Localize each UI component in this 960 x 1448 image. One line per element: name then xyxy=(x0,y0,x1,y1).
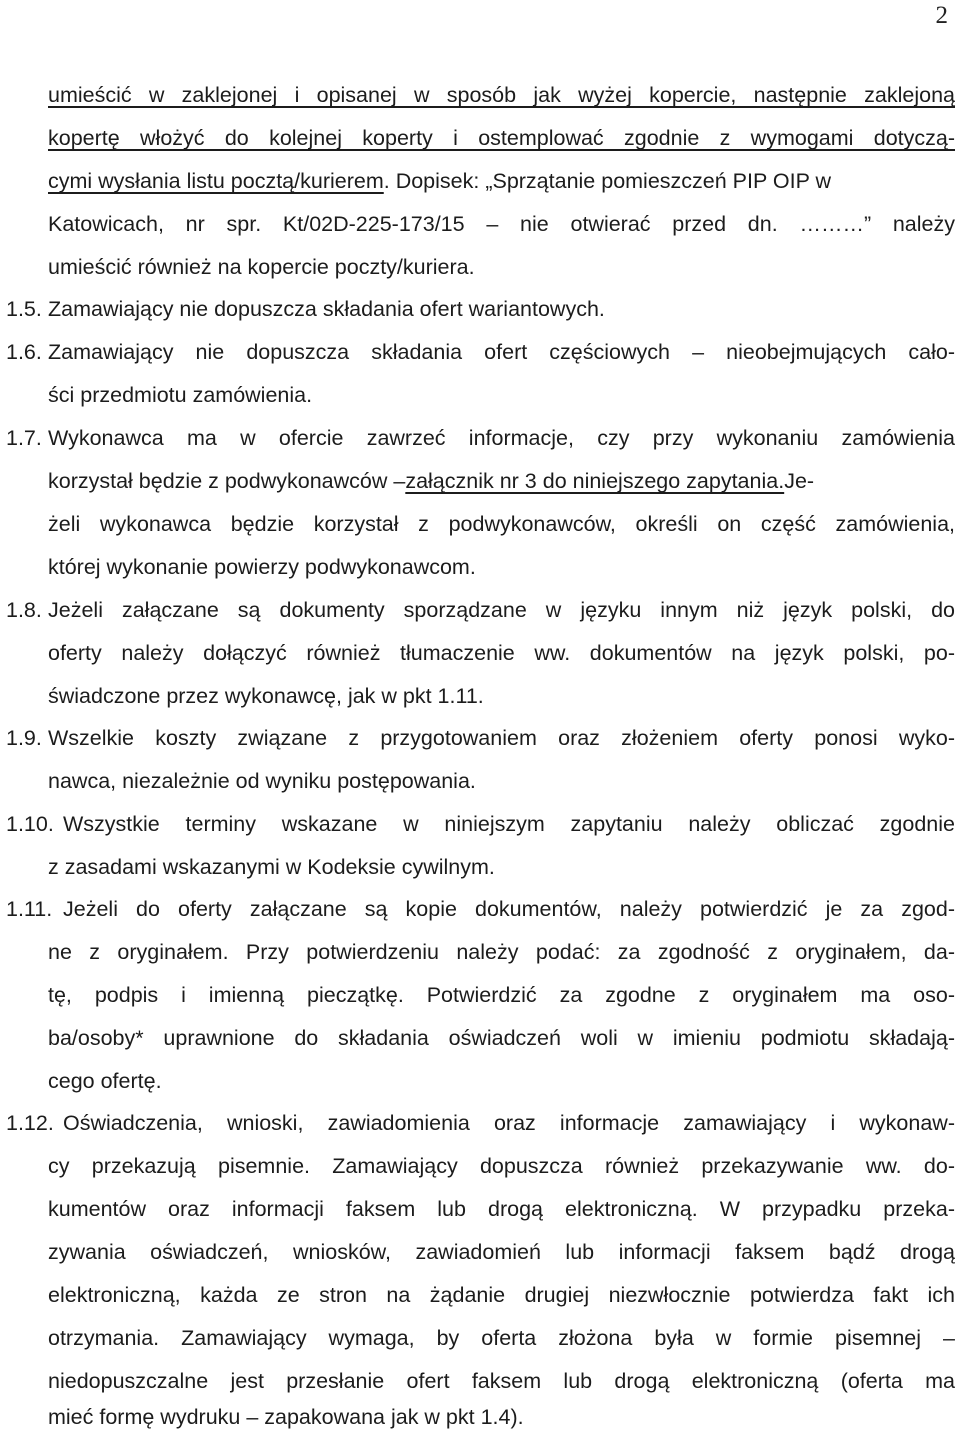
paragraph-line: mieć formę wydruku – zapakowana jak w pkt 1.4). xyxy=(48,1405,524,1429)
item-number: 1.11. xyxy=(6,897,53,921)
paragraph-text: Jeżeli do oferty załączane są kopie dokumentów, należy potwierdzić je za zgod- xyxy=(63,897,955,921)
paragraph-line: żeli wykonawca będzie korzystał z podwykonawców, określi on część zamówienia, xyxy=(48,512,955,536)
paragraph-text: Oświadczenia, wnioski, zawiadomienia oraz informacje zamawiający i wykonaw- xyxy=(63,1111,955,1135)
paragraph-text: Jeżeli załączane są dokumenty sporządzane w języku innym niż język polski, do xyxy=(48,598,955,622)
item-number: 1.7. xyxy=(6,426,42,450)
paragraph-line: kumentów oraz informacji faksem lub drogą elektroniczną. W przypadku przeka- xyxy=(48,1197,955,1221)
item-number: 1.8. xyxy=(6,598,42,622)
paragraph-line: niedopuszczalne jest przesłanie ofert faksem lub drogą elektroniczną (oferta ma xyxy=(48,1369,955,1393)
paragraph-line xyxy=(48,169,955,212)
page-number: 2 xyxy=(935,2,948,29)
item-number: 1.5. xyxy=(6,297,42,321)
paragraph-line: zywania oświadczeń, wniosków, zawiadomień lub informacji faksem bądź drogą xyxy=(48,1240,955,1264)
paragraph-line: której wykonanie powierzy podwykonawcom. xyxy=(48,555,476,579)
paragraph-line: oferty należy dołączyć również tłumaczenie ww. dokumentów na język polski, po- xyxy=(48,641,955,665)
underlined-text: cymi wysłania listu pocztą/kurierem xyxy=(48,169,384,193)
paragraph-line: ści przedmiotu zamówienia. xyxy=(48,383,313,407)
item-number: 1.6. xyxy=(6,340,42,364)
list-item-1-9 xyxy=(0,726,960,769)
paragraph-text: Wszelkie koszty związane z przygotowaniem oraz złożeniem oferty ponosi wyko- xyxy=(48,726,955,750)
list-item-1-8 xyxy=(0,598,960,641)
paragraph-line: elektroniczną, każda ze stron na żądanie drugiej niezwłocznie potwierdza fakt ich xyxy=(48,1283,955,1307)
paragraph-line: nawca, niezależnie od wyniku postępowania. xyxy=(48,769,476,793)
paragraph-text: Wszystkie terminy wskazane w niniejszym zapytaniu należy obliczać zgodnie xyxy=(63,812,955,836)
paragraph-line xyxy=(48,469,955,512)
paragraph-line: cego ofertę. xyxy=(48,1069,162,1093)
attachment-reference: załącznik nr 3 do niniejszego zapytania. xyxy=(405,469,785,493)
item-number: 1.10. xyxy=(6,812,54,836)
item-number: 1.9. xyxy=(6,726,42,750)
list-item-1-5 xyxy=(0,297,960,340)
paragraph-text: Zamawiający nie dopuszcza składania ofert częściowych – nieobejmujących cało- xyxy=(48,340,955,364)
paragraph-line: umieścić w zaklejonej i opisanej w sposób jak wyżej kopercie, następnie zaklejoną xyxy=(48,83,955,107)
list-item-1-7 xyxy=(0,426,960,469)
paragraph-line: cy przekazują pisemnie. Zamawiający dopuszcza również przekazywanie ww. do- xyxy=(48,1154,955,1178)
paragraph-line: kopertę włożyć do kolejnej koperty i ostemplować zgodnie z wymogami dotyczą- xyxy=(48,126,955,150)
paragraph-line: tę, podpis i imienną pieczątkę. Potwierdzić za zgodne z oryginałem ma oso- xyxy=(48,983,955,1007)
paragraph-text: korzystał będzie z podwykonawców – xyxy=(48,469,406,493)
paragraph-line: umieścić również na kopercie poczty/kuriera. xyxy=(48,255,475,279)
paragraph-text: Zamawiający nie dopuszcza składania ofert wariantowych. xyxy=(48,297,605,321)
paragraph-line: otrzymania. Zamawiający wymaga, by oferta złożona była w formie pisemnej – xyxy=(48,1326,955,1350)
paragraph-line: z zasadami wskazanymi w Kodeksie cywilnym. xyxy=(48,855,495,879)
paragraph-line: Katowicach, nr spr. Kt/02D-225-173/15 – nie otwierać przed dn. ………” należy xyxy=(48,212,955,236)
list-item-1-12 xyxy=(0,1111,960,1154)
list-item-1-6 xyxy=(0,340,960,383)
paragraph-text: Je- xyxy=(784,469,815,493)
paragraph-line: świadczone przez wykonawcę, jak w pkt 1.11. xyxy=(48,684,484,708)
item-number: 1.12. xyxy=(6,1111,54,1135)
paragraph-text: Wykonawca ma w ofercie zawrzeć informacje, czy przy wykonaniu zamówienia xyxy=(48,426,955,450)
list-item-1-11 xyxy=(0,897,960,940)
paragraph-line: ne z oryginałem. Przy potwierdzeniu należy podać: za zgodność z oryginałem, da- xyxy=(48,940,955,964)
paragraph-line: ba/osoby* uprawnione do składania oświadczeń woli w imieniu podmiotu składają- xyxy=(48,1026,955,1050)
list-item-1-10 xyxy=(0,812,960,855)
paragraph-text: . Dopisek: „Sprzątanie pomieszczeń PIP OIP w xyxy=(383,169,832,193)
